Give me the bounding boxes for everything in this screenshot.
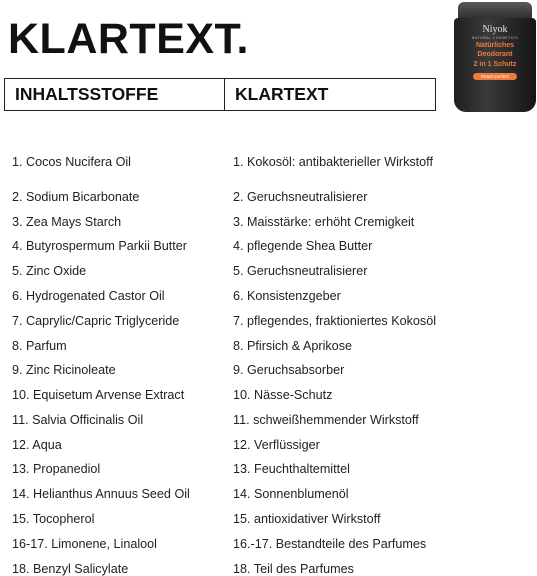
klartext-cell: 15. antioxidativer Wirkstoff [233,512,381,526]
klartext-cell: 14. Sonnenblumenöl [233,487,349,501]
jar-name-line2: 2 in 1 Schutz [473,60,517,68]
klartext-cell: 7. pflegendes, fraktioniertes Kokosöl [233,314,437,328]
jar-label [460,24,530,80]
klartext-cell: 8. Pfirsich & Aprikose [233,339,352,353]
klartext-cell: 10. Nässe-Schutz [233,388,333,402]
klartext-cell: 4. pflegende Shea Butter [233,239,373,253]
table-header [4,78,436,111]
klartext-cell: 2. Geruchsneutralisierer [233,190,368,204]
jar-tagline: NATURAL COSMETICS [471,36,519,40]
ingredient-cell: 8. Parfum [12,339,67,353]
klartext-cell: 9. Geruchsabsorber [233,363,345,377]
klartext-cell: 12. Verflüssiger [233,438,320,452]
ingredient-cell: 11. Salvia Officinalis Oil [12,413,144,427]
ingredient-cell: 12. Aqua [12,438,62,452]
jar-name-line1: Natürliches Deodorant [475,42,515,58]
ingredient-cell: 4. Butyrospermum Parkii Butter [12,239,187,253]
ingredient-cell: 16-17. Limonene, Linalool [12,537,157,551]
ingredient-cell: 9. Zinc Ricinoleate [12,363,116,377]
header-ingredients: INHALTSSTOFFE [5,79,225,110]
klartext-cell: 3. Maisstärke: erhöht Cremigkeit [233,215,415,229]
klartext-cell: 11. schweißhemmender Wirkstoff [233,413,419,427]
ingredient-cell: 1. Cocos Nucifera Oil [12,155,131,169]
ingredient-cell: 5. Zinc Oxide [12,264,87,278]
klartext-cell: 5. Geruchsneutralisierer [233,264,368,278]
ingredient-cell: 7. Caprylic/Capric Triglyceride [12,314,180,328]
ingredient-cell: 3. Zea Mays Starch [12,215,122,229]
product-image [454,2,536,112]
ingredient-cell: 2. Sodium Bicarbonate [12,190,140,204]
ingredient-cell: 18. Benzyl Salicylate [12,562,129,576]
ingredient-cell: 15. Tocopherol [12,512,95,526]
page-title: KLARTEXT. [8,15,249,63]
jar-variant: Peach perfect [473,73,517,80]
jar-brand: Niyok [482,24,508,35]
klartext-cell: 13. Feuchthaltemittel [233,462,350,476]
klartext-cell: 6. Konsistenzgeber [233,289,341,303]
klartext-cell: 1. Kokosöl: antibakterieller Wirkstoff [233,155,433,169]
ingredients-table [4,78,437,576]
ingredient-cell: 13. Propanediol [12,462,101,476]
ingredient-cell: 10. Equisetum Arvense Extract [12,388,185,402]
ingredient-cell: 14. Helianthus Annuus Seed Oil [12,487,190,501]
ingredient-cell: 6. Hydrogenated Castor Oil [12,289,165,303]
header-klartext: KLARTEXT [235,84,329,104]
klartext-cell: 16.-17. Bestandteile des Parfumes [233,537,427,551]
klartext-cell: 18. Teil des Parfumes [233,562,354,576]
